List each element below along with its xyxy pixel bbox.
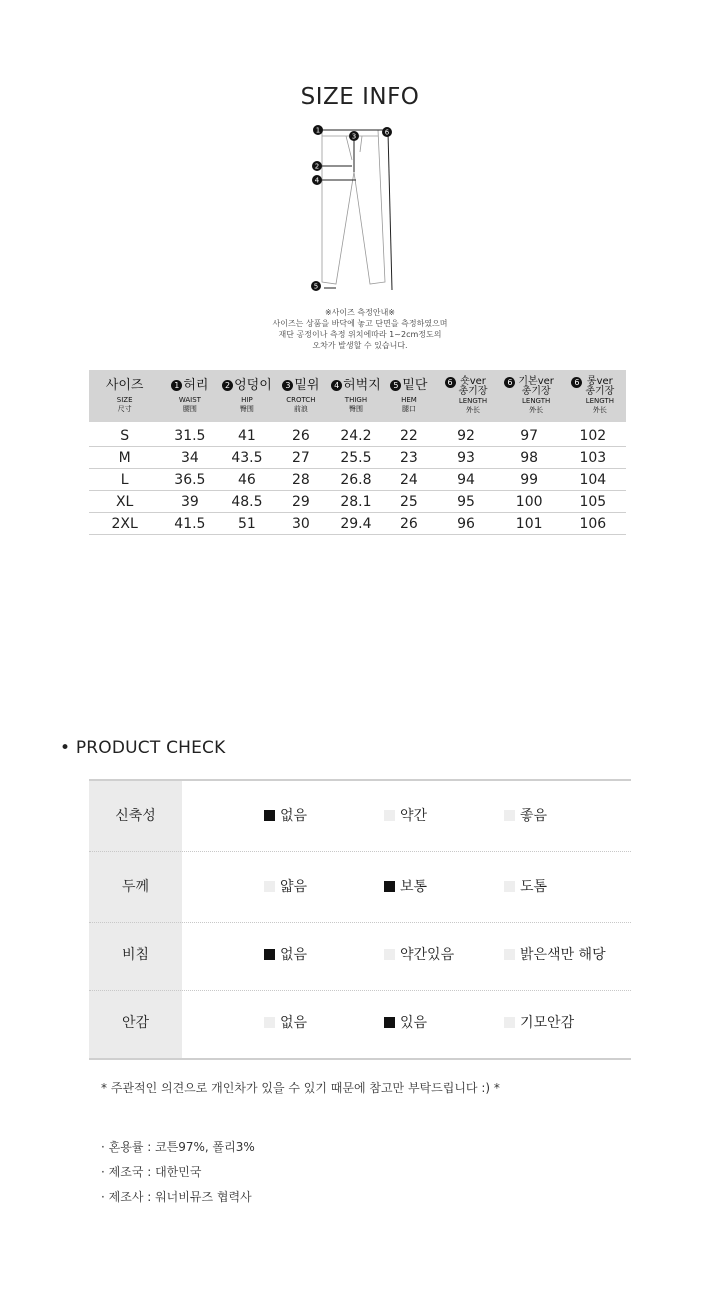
header-length-long: 6 롱ver 총기장 LENGTH 外长 [560,370,626,422]
check-option: 없음 [264,988,307,1058]
check-option: 좋음 [504,781,547,851]
diagram-marker-2 [312,161,322,171]
checkbox-empty-icon [504,810,515,821]
check-row-sheerness [89,920,631,991]
check-label: 두께 [121,879,150,895]
diagram-marker-5 [311,281,321,291]
footnote: * 주관적인 의견으로 개인차가 있을 수 있기 때문에 참고만 부탁드립니다 :) * [101,1081,500,1095]
svg-text:6: 6 [384,128,390,137]
svg-text:3: 3 [351,132,357,141]
info-material: · 혼용률 : 코튼97%, 폴리3% [101,1140,255,1154]
size-info-title: SIZE INFO [300,84,420,110]
size-row: S 31.5 41 26 24.2 22 92 97 102 [89,425,626,447]
checkbox-empty-icon [384,949,395,960]
check-option: 보통 [384,852,427,922]
diagram-marker-1 [313,125,323,135]
size-row: M 34 43.5 27 25.5 23 93 98 103 [89,447,626,469]
check-option: 없음 [264,781,307,851]
diagram-marker-3 [349,131,359,141]
header-size: 사이즈 SIZE 尺寸 [89,370,160,422]
checkbox-filled-icon [264,949,275,960]
svg-text:5: 5 [313,282,319,291]
checkbox-empty-icon [384,810,395,821]
size-row: 2XL 41.5 51 30 29.4 26 96 101 106 [89,513,626,535]
check-row-lining [89,988,631,1058]
check-option: 있음 [384,988,427,1058]
checkbox-empty-icon [504,949,515,960]
check-option: 없음 [264,920,307,990]
size-row: XL 39 48.5 29 28.1 25 95 100 105 [89,491,626,513]
product-check-table [89,779,631,1060]
checkbox-empty-icon [504,1017,515,1028]
header-thigh: 4 허벅지 THIGH 臀围 [327,370,384,422]
size-table [89,370,626,535]
checkbox-filled-icon [264,810,275,821]
product-check-title: • PRODUCT CHECK [60,738,226,758]
check-label: 비침 [121,947,150,963]
diagram-marker-4 [312,175,322,185]
check-option: 약간있음 [384,920,454,990]
diagram-marker-6 [382,127,392,137]
check-option: 기모안감 [504,988,574,1058]
checkbox-filled-icon [384,1017,395,1028]
size-measure-notice: ※사이즈 측정안내※ 사이즈는 상품을 바닥에 놓고 단면을 측정하였으며 재단 공정이나 측정 위치에따라 1~2cm정도의 오차가 발생할 수 있습니다. [272,308,448,350]
check-option: 도톰 [504,852,547,922]
pants-diagram [300,122,410,297]
check-label: 안감 [121,1015,150,1031]
svg-text:2: 2 [314,162,320,171]
check-option: 약간 [384,781,427,851]
header-crotch: 3 밑위 CROTCH 前浪 [274,370,327,422]
checkbox-empty-icon [264,881,275,892]
check-label: 신축성 [115,808,156,824]
svg-text:4: 4 [314,176,320,185]
svg-text:1: 1 [315,126,321,135]
header-waist: 1 허리 WAIST 腰围 [160,370,219,422]
checkbox-empty-icon [504,881,515,892]
checkbox-empty-icon [264,1017,275,1028]
check-option: 밝은색만 해당 [504,920,606,990]
header-length-regular: 6 기본ver 총기장 LENGTH 外长 [499,370,560,422]
size-row: L 36.5 46 28 26.8 24 94 99 104 [89,469,626,491]
checkbox-filled-icon [384,881,395,892]
header-length-short: 6 숏ver 총기장 LENGTH 外长 [433,370,498,422]
check-option: 얇음 [264,852,307,922]
header-hip: 2 엉덩이 HIP 臀围 [219,370,274,422]
info-country: · 제조국 : 대한민국 [101,1165,202,1179]
header-hem: 5 밑단 HEM 腿口 [384,370,433,422]
size-table-header [89,370,626,422]
info-manufacturer: · 제조사 : 워너비뮤즈 협력사 [101,1190,252,1204]
check-row-stretch [89,781,631,852]
check-row-thickness [89,852,631,923]
